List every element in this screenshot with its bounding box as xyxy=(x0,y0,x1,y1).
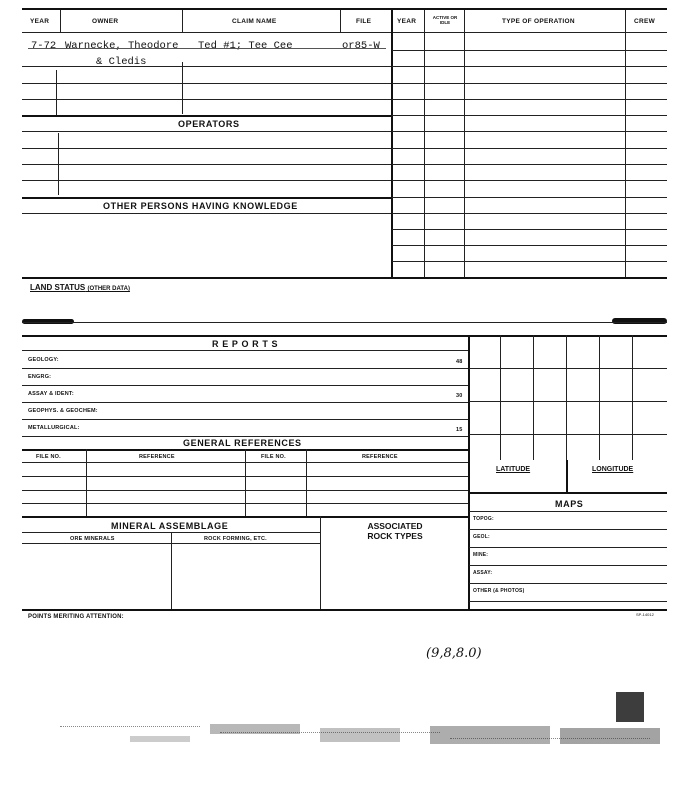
map-label: GEOL: xyxy=(473,534,490,540)
map-label: MINE: xyxy=(473,552,489,558)
reports-heading: R E P O R T S xyxy=(212,339,279,349)
entry-year: 7-72 xyxy=(31,40,57,52)
other-persons-heading: OTHER PERSONS HAVING KNOWLEDGE xyxy=(103,201,298,211)
row-rule xyxy=(392,131,667,132)
row-rule xyxy=(22,385,468,386)
report-number: 30 xyxy=(456,393,463,399)
row-rule xyxy=(22,516,468,518)
row-rule xyxy=(22,83,391,84)
row-rule xyxy=(469,565,667,566)
report-label: METALLURGICAL: xyxy=(28,425,80,431)
row-rule xyxy=(392,164,667,165)
latitude-label: LATITUDE xyxy=(496,466,531,473)
row-rule xyxy=(22,99,391,100)
report-label: ASSAY & IDENT: xyxy=(28,391,74,397)
col-active-idle: ACTIVE OR IDLE xyxy=(432,15,458,25)
land-status-heading: LAND STATUS (OTHER DATA) xyxy=(30,283,130,292)
row-rule xyxy=(392,148,667,149)
row-rule xyxy=(469,492,667,494)
sep xyxy=(306,449,307,516)
row-rule xyxy=(22,197,391,199)
row-rule xyxy=(22,462,468,463)
handwritten-note: (9,8,8.0) xyxy=(426,646,482,661)
row-rule xyxy=(22,402,468,403)
report-label: ENGRG: xyxy=(28,374,52,380)
sep xyxy=(182,62,183,114)
entry-owner: Warnecke, Theodore xyxy=(65,40,179,52)
sep xyxy=(58,133,59,195)
grid-line xyxy=(566,460,568,492)
col-crew: CREW xyxy=(634,18,656,25)
mineral-assemblage-heading: MINERAL ASSEMBLAGE xyxy=(111,521,229,531)
row-rule xyxy=(392,99,667,100)
row-rule xyxy=(392,50,667,51)
grid-line xyxy=(632,335,633,460)
row-rule xyxy=(392,83,667,84)
ref-col-reference: REFERENCE xyxy=(139,454,175,460)
smudge-right xyxy=(612,318,667,324)
longitude-label: LONGITUDE xyxy=(592,466,634,473)
row-rule xyxy=(22,368,468,369)
ref-col-reference-2: REFERENCE xyxy=(362,454,398,460)
grid-line xyxy=(500,335,501,460)
row-rule xyxy=(469,601,667,602)
col-owner: OWNER xyxy=(92,18,119,25)
row-rule xyxy=(469,583,667,584)
row-rule xyxy=(392,66,667,67)
row-rule xyxy=(22,115,391,117)
col-file: FILE xyxy=(356,18,372,25)
entry-owner-cont: & Cledis xyxy=(96,56,147,68)
entry-file: or85-W xyxy=(342,40,380,52)
ore-minerals-label: ORE MINERALS xyxy=(70,536,115,542)
row-rule xyxy=(22,436,468,437)
row-rule xyxy=(22,490,468,491)
associated-rock-types-heading: ASSOCIATED ROCK TYPES xyxy=(367,521,423,541)
row-rule xyxy=(22,503,468,504)
row-rule xyxy=(392,261,667,262)
col-claim-name: CLAIM NAME xyxy=(232,18,277,25)
row-rule xyxy=(469,547,667,548)
top-border xyxy=(22,8,667,10)
row-rule xyxy=(22,419,468,420)
row-rule xyxy=(22,476,468,477)
report-label: GEOLOGY: xyxy=(28,357,59,363)
row-rule xyxy=(22,543,320,544)
sep xyxy=(245,449,246,516)
row-rule xyxy=(469,511,667,512)
row-rule xyxy=(22,350,468,351)
sep xyxy=(56,70,57,115)
row-rule xyxy=(22,180,391,181)
sep xyxy=(60,10,61,32)
row-rule xyxy=(22,131,391,132)
grid-line xyxy=(469,434,667,435)
row-rule xyxy=(392,180,667,181)
report-label: GEOPHYS. & GEOCHEM: xyxy=(28,408,98,414)
general-references-heading: GENERAL REFERENCES xyxy=(183,438,302,448)
col-year: YEAR xyxy=(30,18,50,25)
header-bottom-rule xyxy=(22,32,667,33)
grid-line xyxy=(599,335,600,460)
map-label: OTHER (& PHOTOS) xyxy=(473,588,525,594)
ref-col-file-no: FILE NO. xyxy=(36,454,61,460)
reports-top-rule xyxy=(22,335,667,337)
map-label: TOPOG: xyxy=(473,516,494,522)
row-rule xyxy=(22,164,391,165)
entry-claim-name: Ted #1; Tee Cee xyxy=(198,40,293,52)
land-status-rule xyxy=(22,322,667,323)
row-rule xyxy=(22,213,391,214)
col-year-2: YEAR xyxy=(397,18,417,25)
sep xyxy=(182,10,183,32)
strike-line xyxy=(28,48,386,49)
map-label: ASSAY: xyxy=(473,570,493,576)
form-number: SP-14012 xyxy=(636,612,654,617)
scan-noise xyxy=(20,718,670,768)
grid-line xyxy=(566,335,567,460)
grid-line xyxy=(469,401,667,402)
row-rule xyxy=(392,213,667,214)
rock-forming-label: ROCK FORMING, ETC. xyxy=(204,536,267,542)
operators-heading: OPERATORS xyxy=(178,119,240,129)
row-rule xyxy=(392,229,667,230)
sep xyxy=(320,516,321,609)
points-meriting-label: POINTS MERITING ATTENTION: xyxy=(28,614,124,620)
bottom-rule xyxy=(22,609,667,611)
row-rule xyxy=(392,245,667,246)
maps-heading: MAPS xyxy=(555,499,584,509)
col-type-of-operation: TYPE OF OPERATION xyxy=(502,18,575,25)
ref-col-file-no-2: FILE NO. xyxy=(261,454,286,460)
sep xyxy=(86,449,87,516)
row-rule xyxy=(22,66,391,67)
grid-line xyxy=(469,368,667,369)
section-bottom-rule xyxy=(22,277,667,279)
report-number: 48 xyxy=(456,359,463,365)
row-rule xyxy=(469,529,667,530)
sep xyxy=(340,10,341,32)
row-rule xyxy=(392,115,667,116)
grid-line xyxy=(533,335,534,460)
report-number: 15 xyxy=(456,427,463,433)
reports-right-divider xyxy=(468,335,470,609)
row-rule xyxy=(22,148,391,149)
row-rule xyxy=(392,197,667,198)
